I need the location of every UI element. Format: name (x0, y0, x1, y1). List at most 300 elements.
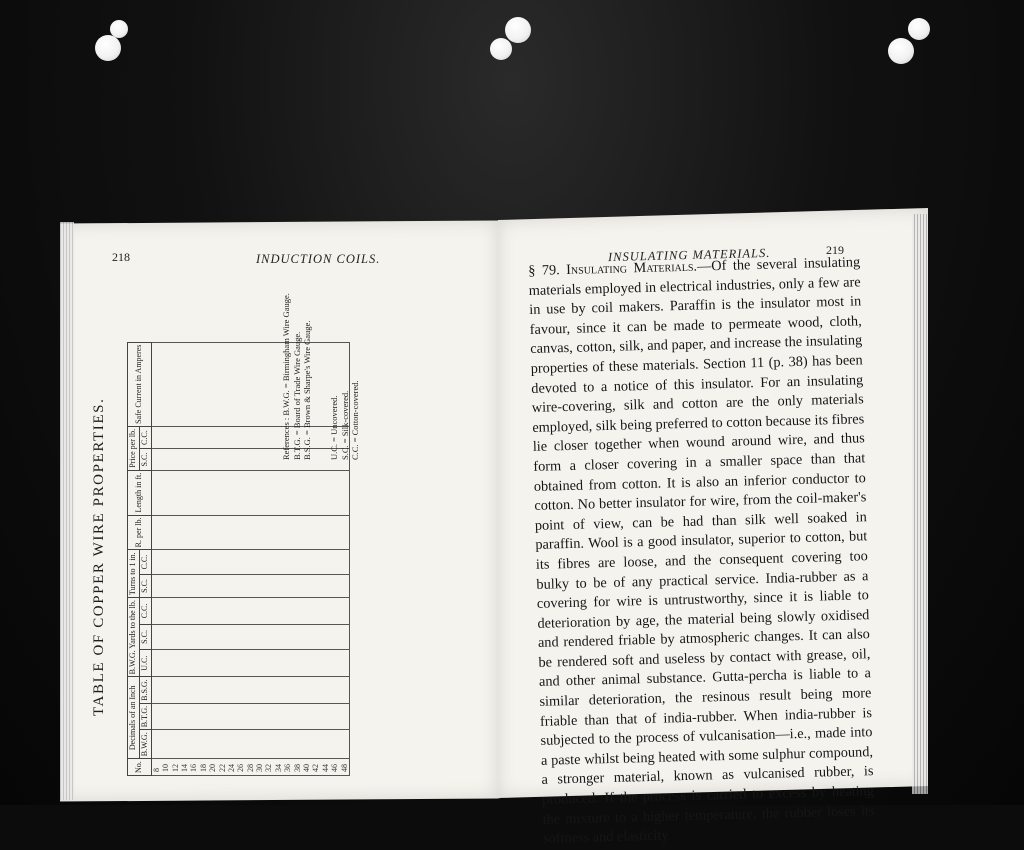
table-cell (264, 624, 273, 649)
table-cell (208, 515, 217, 550)
table-cell (217, 730, 226, 759)
table-cell (246, 470, 255, 515)
table-row (255, 342, 264, 775)
table-cell (283, 624, 292, 649)
table-cell (321, 650, 330, 677)
gauge-number-cell: 22 (217, 759, 226, 776)
table-cell (321, 550, 330, 574)
table-cell (199, 550, 208, 574)
table-cell (255, 550, 264, 574)
table-cell (311, 470, 320, 515)
table-cell (321, 624, 330, 649)
pin-hole-mark (505, 17, 531, 43)
table-cell (151, 574, 161, 597)
table-cell (208, 598, 217, 625)
table-cell (321, 598, 330, 625)
right-running-head: INSULATING MATERIALS. (607, 245, 771, 265)
gauge-number-cell: 16 (189, 759, 198, 776)
table-cell (274, 598, 283, 625)
table-cell (255, 703, 264, 729)
table-cell (161, 703, 170, 729)
table-cell (321, 703, 330, 729)
table-cell (217, 703, 226, 729)
table-cell (199, 650, 208, 677)
table-group-header: Length in ft. (128, 470, 152, 515)
table-cell (208, 574, 217, 597)
table-cell (236, 550, 245, 574)
table-cell (292, 574, 301, 597)
table-cell (292, 598, 301, 625)
gauge-number-cell: 36 (283, 759, 292, 776)
table-cell (302, 730, 311, 759)
table-cell (274, 470, 283, 515)
table-cell (227, 426, 236, 448)
pin-hole-mark (95, 35, 121, 61)
table-cell (311, 650, 320, 677)
table-cell (246, 550, 255, 574)
table-cell (236, 624, 245, 649)
table-cell (264, 550, 273, 574)
table-cell (292, 470, 301, 515)
table-cell (339, 574, 349, 597)
table-cell (255, 598, 264, 625)
table-cell (255, 342, 264, 426)
table-cell (292, 650, 301, 677)
reference-line: B.W.G. = Birmingham Wire Gauge. (281, 293, 291, 416)
table-cell (283, 730, 292, 759)
gauge-number-cell: 46 (330, 759, 339, 776)
table-cell (180, 598, 189, 625)
gauge-number-cell: 8 (151, 759, 161, 776)
table-cell (246, 730, 255, 759)
table-cell (151, 624, 161, 649)
table-group-header: No. (128, 759, 152, 776)
table-cell (311, 550, 320, 574)
table-row (227, 342, 236, 775)
table-cell (236, 574, 245, 597)
table-row (189, 342, 198, 775)
table-cell (283, 470, 292, 515)
table-cell (151, 426, 161, 448)
table-cell (180, 470, 189, 515)
gauge-number-cell: 14 (180, 759, 189, 776)
table-cell (199, 449, 208, 470)
table-cell (217, 624, 226, 649)
table-cell (311, 574, 320, 597)
section-79-body (528, 253, 875, 849)
table-cell (217, 550, 226, 574)
table-cell (339, 703, 349, 729)
table-cell (217, 515, 226, 550)
table-cell (274, 515, 283, 550)
table-cell (180, 677, 189, 704)
wire-table-rotated (85, 256, 445, 776)
table-sub-header: C.C. (139, 426, 151, 448)
table-cell (180, 624, 189, 649)
table-cell (189, 574, 198, 597)
table-row (246, 342, 255, 775)
table-cell (227, 449, 236, 470)
gauge-number-cell: 38 (292, 759, 301, 776)
table-cell (264, 342, 273, 426)
table-cell (227, 598, 236, 625)
table-cell (189, 550, 198, 574)
table-cell (217, 426, 226, 448)
table-cell (161, 449, 170, 470)
table-group-header: Price per lb. (128, 426, 140, 470)
table-cell (283, 703, 292, 729)
table-cell (264, 703, 273, 729)
table-cell (170, 650, 179, 677)
table-cell (292, 515, 301, 550)
table-cell (170, 624, 179, 649)
table-cell (217, 598, 226, 625)
table-cell (189, 470, 198, 515)
table-cell (180, 574, 189, 597)
table-cell (246, 650, 255, 677)
table-cell (189, 515, 198, 550)
table-cell (189, 703, 198, 729)
table-row (151, 342, 161, 775)
table-row (208, 342, 217, 775)
table-cell (339, 598, 349, 625)
table-group-header: Decimals of an Inch (128, 677, 140, 759)
table-row (161, 342, 170, 775)
table-cell (274, 650, 283, 677)
table-cell (330, 650, 339, 677)
abbreviation-line: U.C. = Uncovered. (329, 395, 339, 460)
table-cell (170, 703, 179, 729)
table-cell (151, 650, 161, 677)
reference-line: B.S.G. = Brown & Sharpe's Wire Gauge. (302, 320, 313, 460)
table-cell (161, 730, 170, 759)
table-cell (283, 677, 292, 704)
table-cell (180, 730, 189, 759)
table-cell (330, 703, 339, 729)
table-sub-header: S.C. (139, 624, 151, 649)
references-label: References : (281, 417, 291, 460)
table-cell (264, 677, 273, 704)
table-cell (189, 677, 198, 704)
table-cell (246, 598, 255, 625)
left-page-edge (60, 222, 74, 800)
table-cell (227, 342, 236, 426)
table-cell (161, 470, 170, 515)
abbreviations-note (329, 380, 361, 460)
table-cell (208, 730, 217, 759)
table-cell (236, 730, 245, 759)
table-cell (151, 550, 161, 574)
table-cell (199, 574, 208, 597)
table-cell (246, 342, 255, 426)
table-cell (292, 703, 301, 729)
table-cell (292, 677, 301, 704)
left-running-head: INDUCTION COILS. (256, 252, 381, 266)
table-cell (330, 515, 339, 550)
table-cell (283, 550, 292, 574)
table-cell (339, 550, 349, 574)
table-sub-header: B.T.G. (139, 703, 151, 729)
table-cell (274, 624, 283, 649)
table-cell (236, 677, 245, 704)
table-cell (227, 515, 236, 550)
table-cell (236, 703, 245, 729)
gauge-number-cell: 44 (321, 759, 330, 776)
pin-hole-mark (490, 38, 512, 60)
table-cell (227, 550, 236, 574)
table-cell (217, 449, 226, 470)
table-cell (311, 624, 320, 649)
table-cell (246, 426, 255, 448)
table-cell (339, 650, 349, 677)
reference-line: B.T.G. = Board of Trade Wire Gauge. (291, 331, 302, 460)
table-cell (255, 449, 264, 470)
gauge-number-cell: 20 (208, 759, 217, 776)
table-sub-header: B.W.G. (139, 730, 151, 759)
table-group-header: B.W.G. Yards to the lb. (128, 598, 140, 677)
gauge-number-cell: 28 (246, 759, 255, 776)
table-cell (208, 550, 217, 574)
table-cell (227, 730, 236, 759)
table-cell (292, 550, 301, 574)
table-cell (264, 598, 273, 625)
table-cell (161, 342, 170, 426)
table-cell (151, 515, 161, 550)
table-cell (170, 449, 179, 470)
table-cell (321, 574, 330, 597)
table-cell (236, 426, 245, 448)
table-cell (236, 515, 245, 550)
table-cell (199, 703, 208, 729)
table-cell (246, 624, 255, 649)
table-cell (330, 574, 339, 597)
table-cell (311, 703, 320, 729)
table-cell (302, 650, 311, 677)
table-cell (255, 677, 264, 704)
table-cell (236, 470, 245, 515)
table-cell (246, 515, 255, 550)
table-cell (170, 470, 179, 515)
table-cell (151, 342, 161, 426)
table-cell (180, 550, 189, 574)
table-cell (321, 730, 330, 759)
table-cell (264, 650, 273, 677)
table-cell (199, 426, 208, 448)
table-cell (170, 730, 179, 759)
table-cell (180, 449, 189, 470)
table-sub-header: S.C. (139, 574, 151, 597)
pin-hole-mark (908, 18, 930, 40)
table-cell (311, 515, 320, 550)
right-page-edge (912, 214, 928, 794)
table-cell (283, 515, 292, 550)
table-cell (151, 730, 161, 759)
table-cell (217, 342, 226, 426)
gauge-number-cell: 24 (227, 759, 236, 776)
table-cell (311, 730, 320, 759)
table-row (170, 342, 179, 775)
gauge-number-cell: 48 (339, 759, 349, 776)
table-cell (283, 650, 292, 677)
table-cell (180, 426, 189, 448)
table-cell (199, 598, 208, 625)
table-cell (199, 677, 208, 704)
table-cell (236, 449, 245, 470)
gauge-number-cell: 34 (274, 759, 283, 776)
table-cell (255, 730, 264, 759)
table-cell (170, 550, 179, 574)
table-cell (321, 515, 330, 550)
section-paragraph: —Of the several insulating materials employed in electrical industries, only a few are in use by coil makers. Paraffin is the insulator most in favour, since it can be made to permeate wood, cloth, canvas, cotton, silk, and paper, and increase the insulating properties of these materials. Section 11 (p. 38) has been devoted to a notice of this insulator. For an insulating wire-covering, silk and cotton are the only materials employed, silk being preferred to cotton because its fibres lie closer together when wound around wire, and thus form a closer covering in a smaller space than that obtained from cotton. It is also an inferior conductor to cotton. No better insulator for wire, from the coil-maker's point of view, can be had than silk well soaked in paraffin. Wool is a good insulator, superior to cotton, but its fibres are loose, and the consequent covering too bulky to be of any practical service. India-rubber as a covering for wire is untrustworthy, since it is liable to deterioration by age, the material being slowly oxidised and rendered friable by atmospheric changes. It can also be rendered soft and useless by contact with grease, oil, and other animal substance. Gutta-percha is liable to a similar deterioration, the resinous result being more friable than that of india-rubber. When india-rubber is subjected to the process of vulcanisation—i.e., made into a paste whilst being heated with some sulphur compound, a stronger material, known as vulcanised rubber, is produced. If the process is carried to excess by heating the mixture to a higher temperature, the rubber loses its softness and elasticity (528, 254, 875, 848)
table-cell (302, 470, 311, 515)
table-cell (208, 677, 217, 704)
right-page-number: 219 (826, 243, 844, 257)
table-cell (151, 703, 161, 729)
table-cell (246, 703, 255, 729)
table-cell (292, 730, 301, 759)
table-cell (264, 449, 273, 470)
table-cell (208, 624, 217, 649)
table-cell (189, 650, 198, 677)
table-group-header: Safe Current in Amperes (128, 342, 152, 426)
table-cell (246, 449, 255, 470)
table-cell (264, 426, 273, 448)
table-cell (339, 515, 349, 550)
table-cell (208, 449, 217, 470)
table-cell (217, 677, 226, 704)
table-cell (330, 730, 339, 759)
table-cell (302, 574, 311, 597)
table-cell (170, 598, 179, 625)
table-cell (227, 650, 236, 677)
table-cell (161, 598, 170, 625)
table-cell (189, 449, 198, 470)
copper-wire-table (127, 342, 350, 776)
table-cell (236, 650, 245, 677)
gauge-number-cell: 12 (170, 759, 179, 776)
table-cell (302, 703, 311, 729)
table-cell (274, 677, 283, 704)
table-cell (330, 677, 339, 704)
table-cell (246, 574, 255, 597)
table-cell (236, 598, 245, 625)
table-cell (264, 730, 273, 759)
table-cell (161, 515, 170, 550)
gauge-number-cell: 42 (311, 759, 320, 776)
table-cell (217, 470, 226, 515)
table-cell (264, 470, 273, 515)
table-sub-header: S.C. (139, 449, 151, 470)
table-cell (199, 624, 208, 649)
table-cell (330, 550, 339, 574)
table-cell (227, 703, 236, 729)
table-cell (330, 624, 339, 649)
gauge-number-cell: 30 (255, 759, 264, 776)
table-group-header: Turns to 1 in. (128, 550, 140, 598)
table-cell (189, 624, 198, 649)
table-cell (189, 598, 198, 625)
references-note (281, 293, 313, 460)
table-cell (264, 574, 273, 597)
table-cell (208, 342, 217, 426)
table-cell (227, 624, 236, 649)
table-cell (208, 426, 217, 448)
table-cell (274, 550, 283, 574)
table-cell (227, 470, 236, 515)
table-cell (227, 677, 236, 704)
table-cell (161, 426, 170, 448)
table-cell (274, 730, 283, 759)
section-heading: § 79. Insulating Materials. (528, 258, 698, 279)
table-cell (170, 426, 179, 448)
gauge-number-cell: 18 (199, 759, 208, 776)
table-sub-header: U.C. (139, 650, 151, 677)
table-cell (330, 598, 339, 625)
table-row (217, 342, 226, 775)
table-cell (189, 730, 198, 759)
table-cell (170, 574, 179, 597)
table-group-header: R. per lb. (128, 515, 152, 550)
table-cell (302, 515, 311, 550)
table-cell (227, 574, 236, 597)
table-cell (161, 624, 170, 649)
table-cell (330, 470, 339, 515)
table-cell (151, 598, 161, 625)
abbreviation-line: S.C. = Silk-covered. (339, 390, 350, 460)
table-cell (302, 598, 311, 625)
gauge-number-cell: 40 (302, 759, 311, 776)
table-cell (180, 342, 189, 426)
table-cell (208, 470, 217, 515)
table-cell (311, 598, 320, 625)
table-cell (199, 342, 208, 426)
table-cell (302, 624, 311, 649)
table-title: TABLE OF COPPER WIRE PROPERTIES. (91, 397, 107, 716)
table-cell (283, 598, 292, 625)
gauge-number-cell: 26 (236, 759, 245, 776)
table-row (180, 342, 189, 775)
table-cell (161, 550, 170, 574)
table-cell (199, 515, 208, 550)
table-cell (246, 677, 255, 704)
table-cell (255, 624, 264, 649)
pin-hole-mark (888, 38, 914, 64)
table-row (199, 342, 208, 775)
table-cell (321, 677, 330, 704)
table-cell (170, 515, 179, 550)
table-sub-header: C.C. (139, 550, 151, 574)
table-sub-header: B.S.G. (139, 677, 151, 704)
table-cell (274, 703, 283, 729)
table-cell (189, 426, 198, 448)
table-cell (255, 515, 264, 550)
table-cell (217, 574, 226, 597)
abbreviation-line: C.C. = Cotton-covered. (350, 380, 361, 460)
table-cell (283, 574, 292, 597)
table-cell (208, 703, 217, 729)
table-cell (170, 342, 179, 426)
table-cell (255, 470, 264, 515)
table-cell (339, 730, 349, 759)
table-sub-header: C.C. (139, 598, 151, 625)
table-cell (302, 550, 311, 574)
pin-hole-mark (110, 20, 128, 38)
table-cell (311, 677, 320, 704)
left-page-number: 218 (112, 250, 130, 264)
table-cell (151, 449, 161, 470)
table-cell (321, 470, 330, 515)
gauge-number-cell: 32 (264, 759, 273, 776)
